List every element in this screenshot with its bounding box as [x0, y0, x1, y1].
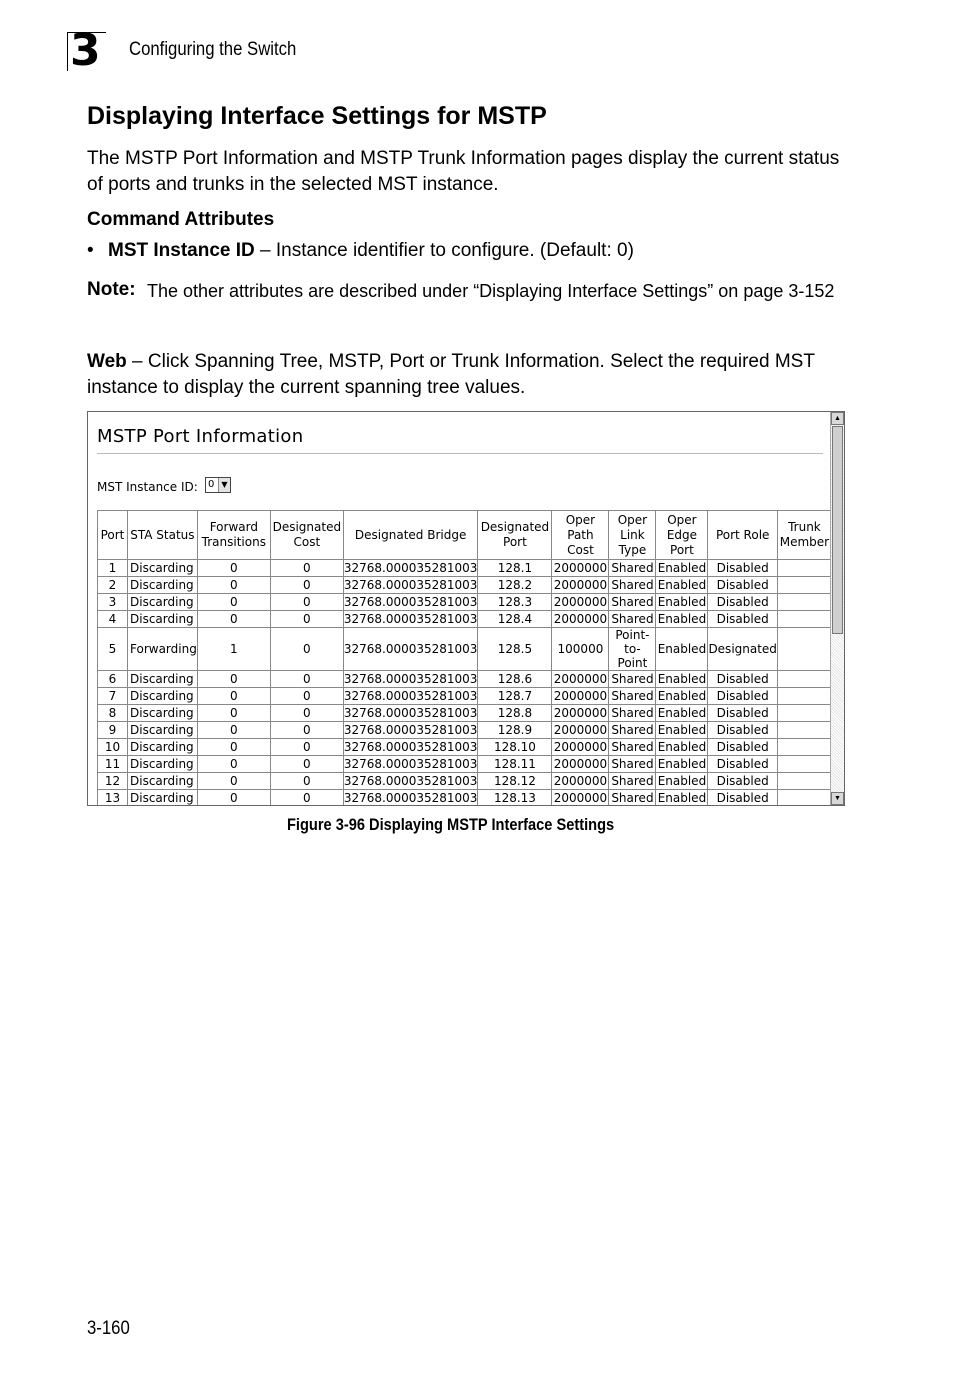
table-cell: 0 — [197, 722, 270, 739]
table-cell: Discarding — [128, 560, 198, 577]
table-cell: 32768.000035281003 — [343, 706, 478, 720]
table-row — [98, 594, 832, 611]
table-cell: Shared — [609, 739, 656, 756]
table-cell: 0 — [270, 594, 343, 611]
table-cell: Disabled — [708, 739, 778, 756]
table-cell: 32768.000035281003 — [343, 628, 478, 671]
table-cell: Enabled — [657, 723, 707, 737]
instance-label: MST Instance ID: — [97, 480, 198, 494]
table-cell: Discarding — [128, 705, 198, 722]
table-row — [98, 722, 832, 739]
table-cell: 32768.000035281003 — [343, 757, 478, 771]
port-table — [97, 510, 832, 806]
table-cell: Discarding — [128, 594, 198, 611]
section-title: Displaying Interface Settings for MSTP — [87, 102, 547, 130]
table-cell: 0 — [270, 560, 343, 577]
table-cell: 9 — [98, 722, 128, 739]
table-cell: Enabled — [657, 706, 707, 720]
table-cell: 0 — [197, 611, 270, 628]
table-cell: 0 — [197, 577, 270, 594]
table-cell — [777, 594, 831, 611]
table-row — [98, 671, 832, 688]
table-cell: Enabled — [657, 757, 707, 771]
table-cell: 128.9 — [478, 722, 552, 739]
table-cell: Shared — [609, 722, 656, 739]
table-cell: Shared — [609, 756, 656, 773]
table-cell: 2000000 — [553, 706, 608, 720]
table-row — [98, 739, 832, 756]
table-cell: Disabled — [708, 671, 778, 688]
chevron-down-icon[interactable]: ▼ — [218, 478, 230, 492]
table-cell: 128.13 — [478, 790, 552, 807]
table-cell: 2000000 — [553, 612, 608, 626]
note-text: The other attributes are described under “Displaying Interface Settings” on page 3-152 — [147, 281, 835, 301]
table-cell: 0 — [270, 722, 343, 739]
web-text: – Click Spanning Tree, MSTP, Port or Trunk Information. Select the required MST instance to display the current spanning tree values. — [87, 351, 815, 398]
table-cell: Enabled — [657, 595, 707, 609]
table-cell: 0 — [197, 560, 270, 577]
table-cell — [777, 705, 831, 722]
table-cell: 2 — [98, 577, 128, 594]
table-cell: 7 — [98, 688, 128, 705]
table-cell: Enabled — [657, 561, 707, 575]
table-cell: Disabled — [708, 773, 778, 790]
table-cell: 0 — [197, 688, 270, 705]
table-cell: Enabled — [657, 689, 707, 703]
table-cell — [777, 611, 831, 628]
note-label: Note: — [87, 279, 136, 300]
bullet-description: – Instance identifier to configure. (Default: 0) — [254, 240, 634, 261]
table-row — [98, 705, 832, 722]
table-cell: Discarding — [128, 722, 198, 739]
table-body — [98, 560, 832, 807]
column-header: Oper Link Type — [609, 511, 656, 560]
table-cell: 2000000 — [553, 689, 608, 703]
table-cell: 32768.000035281003 — [343, 595, 478, 609]
table-cell: 8 — [98, 705, 128, 722]
table-cell: 0 — [270, 739, 343, 756]
table-cell: Disabled — [708, 560, 778, 577]
table-cell: 128.12 — [478, 773, 552, 790]
table-cell: Shared — [609, 688, 656, 705]
table-cell — [777, 739, 831, 756]
table-cell: 5 — [98, 628, 128, 671]
table-cell: 0 — [270, 671, 343, 688]
screenshot-title: MSTP Port Information — [97, 426, 304, 447]
table-row — [98, 611, 832, 628]
title-divider — [97, 453, 823, 454]
column-header: Forward Transitions — [197, 511, 270, 560]
table-cell: Shared — [609, 790, 656, 807]
table-row — [98, 688, 832, 705]
table-cell: 32768.000035281003 — [343, 612, 478, 626]
scrollbar-thumb[interactable] — [832, 426, 843, 634]
column-header: Oper Edge Port — [656, 511, 708, 560]
table-cell — [777, 688, 831, 705]
table-cell: Shared — [609, 560, 656, 577]
column-header: Designated Port — [478, 511, 552, 560]
mstp-screenshot — [87, 411, 845, 806]
table-cell: Designated — [708, 628, 778, 671]
table-cell: 128.10 — [478, 739, 552, 756]
intro-paragraph: The MSTP Port Information and MSTP Trunk Information pages display the current status of ports and trunks in the selected MST instance. — [87, 148, 840, 195]
table-cell: 12 — [98, 773, 128, 790]
table-cell: 128.8 — [478, 705, 552, 722]
table-row — [98, 790, 832, 807]
table-cell: 0 — [197, 739, 270, 756]
bullet-dot: • — [87, 240, 94, 261]
table-cell: 2000000 — [553, 561, 608, 575]
instance-select[interactable] — [205, 477, 231, 493]
table-cell — [777, 756, 831, 773]
table-cell: 32768.000035281003 — [343, 689, 478, 703]
attributes-heading: Command Attributes — [87, 209, 275, 230]
table-cell — [777, 790, 831, 807]
table-cell: 2000000 — [553, 791, 608, 805]
column-header: Designated Bridge — [343, 511, 478, 560]
table-cell — [777, 560, 831, 577]
table-row — [98, 773, 832, 790]
table-cell: 2000000 — [553, 672, 608, 686]
table-cell: 2000000 — [553, 595, 608, 609]
column-header: STA Status — [128, 511, 198, 560]
table-cell: 0 — [270, 705, 343, 722]
table-cell: Discarding — [128, 773, 198, 790]
table-cell: 128.7 — [478, 688, 552, 705]
column-header: Oper Path Cost — [552, 511, 609, 560]
table-cell: 1 — [98, 560, 128, 577]
table-cell: Disabled — [708, 722, 778, 739]
table-cell: Shared — [609, 705, 656, 722]
table-cell: Disabled — [708, 705, 778, 722]
table-cell: Disabled — [708, 688, 778, 705]
table-cell: Forwarding — [128, 628, 198, 671]
table-cell: Disabled — [708, 594, 778, 611]
table-row — [98, 577, 832, 594]
web-label: Web — [87, 351, 127, 372]
table-cell: 128.3 — [478, 594, 552, 611]
table-cell: 2000000 — [553, 578, 608, 592]
chapter-number: 3 — [70, 25, 101, 76]
table-cell: 128.11 — [478, 756, 552, 773]
table-cell: 10 — [98, 739, 128, 756]
table-cell: Discarding — [128, 790, 198, 807]
table-cell: 4 — [98, 611, 128, 628]
table-cell — [777, 722, 831, 739]
table-cell: 3 — [98, 594, 128, 611]
table-cell: 32768.000035281003 — [343, 740, 478, 754]
table-cell: 0 — [197, 671, 270, 688]
table-cell — [777, 773, 831, 790]
table-cell: Shared — [609, 577, 656, 594]
table-cell: 32768.000035281003 — [343, 723, 478, 737]
table-cell: Shared — [609, 671, 656, 688]
table-cell: Enabled — [656, 628, 708, 671]
table-cell: 0 — [270, 611, 343, 628]
table-cell: Enabled — [657, 672, 707, 686]
table-cell: Enabled — [657, 774, 707, 788]
table-cell: 0 — [197, 594, 270, 611]
table-cell: 0 — [270, 688, 343, 705]
running-head: Configuring the Switch — [129, 39, 297, 60]
table-cell: 6 — [98, 671, 128, 688]
page-number: 3-160 — [87, 1318, 130, 1339]
bullet-term: MST Instance ID — [108, 240, 255, 261]
table-row — [98, 628, 832, 671]
table-cell: Discarding — [128, 671, 198, 688]
table-cell: 2000000 — [553, 757, 608, 771]
table-cell: Shared — [609, 594, 656, 611]
table-cell: Discarding — [128, 688, 198, 705]
table-cell: 32768.000035281003 — [343, 578, 478, 592]
table-cell: Shared — [609, 611, 656, 628]
table-cell: 1 — [197, 628, 270, 671]
table-cell: 0 — [197, 756, 270, 773]
table-cell: Enabled — [657, 612, 707, 626]
table-cell — [777, 628, 831, 671]
table-cell: Enabled — [657, 740, 707, 754]
table-cell: 0 — [270, 773, 343, 790]
table-cell: Discarding — [128, 577, 198, 594]
table-cell: 100000 — [552, 628, 609, 671]
table-cell: 0 — [270, 577, 343, 594]
table-cell: 128.6 — [478, 671, 552, 688]
table-cell: Disabled — [708, 611, 778, 628]
table-cell — [777, 577, 831, 594]
table-cell: 2000000 — [553, 723, 608, 737]
table-cell: 0 — [197, 773, 270, 790]
table-cell: 128.1 — [478, 560, 552, 577]
table-cell: 2000000 — [553, 740, 608, 754]
table-cell: Discarding — [128, 739, 198, 756]
table-cell: 32768.000035281003 — [343, 791, 478, 805]
column-header: Port Role — [708, 511, 778, 560]
table-cell: Discarding — [128, 611, 198, 628]
table-cell: 128.4 — [478, 611, 552, 628]
column-header: Port — [98, 511, 128, 560]
table-cell: Shared — [609, 773, 656, 790]
figure-caption: Figure 3-96 Displaying MSTP Interface Settings — [287, 815, 615, 834]
vertical-scrollbar[interactable] — [830, 412, 844, 805]
table-cell: 128.5 — [478, 628, 552, 671]
table-cell: Disabled — [708, 577, 778, 594]
table-cell: 13 — [98, 790, 128, 807]
table-cell: Enabled — [657, 791, 707, 805]
table-row — [98, 756, 832, 773]
table-cell: 0 — [270, 790, 343, 807]
table-cell: 0 — [270, 628, 343, 671]
table-cell: 0 — [197, 705, 270, 722]
table-cell: Point-to-Point — [609, 628, 656, 671]
table-cell: Discarding — [128, 756, 198, 773]
table-cell: Disabled — [708, 790, 778, 807]
table-row — [98, 560, 832, 577]
attribute-bullet — [87, 240, 634, 262]
table-cell: 32768.000035281003 — [343, 561, 478, 575]
table-cell: 2000000 — [553, 774, 608, 788]
table-cell: Disabled — [708, 756, 778, 773]
web-paragraph — [87, 349, 857, 400]
table-cell: 32768.000035281003 — [343, 774, 478, 788]
table-cell: 11 — [98, 756, 128, 773]
scroll-down-icon[interactable]: ▼ — [831, 792, 844, 805]
table-cell: Enabled — [657, 578, 707, 592]
table-cell: 32768.000035281003 — [343, 672, 478, 686]
table-cell: 0 — [270, 756, 343, 773]
column-header: Trunk Member — [777, 511, 831, 560]
column-header: Designated Cost — [270, 511, 343, 560]
table-header-row — [98, 511, 832, 560]
table-cell: 128.2 — [478, 577, 552, 594]
table-cell: 0 — [197, 790, 270, 807]
scroll-up-icon[interactable]: ▲ — [831, 412, 844, 425]
table-cell — [777, 671, 831, 688]
instance-select-value: 0 — [208, 479, 215, 490]
